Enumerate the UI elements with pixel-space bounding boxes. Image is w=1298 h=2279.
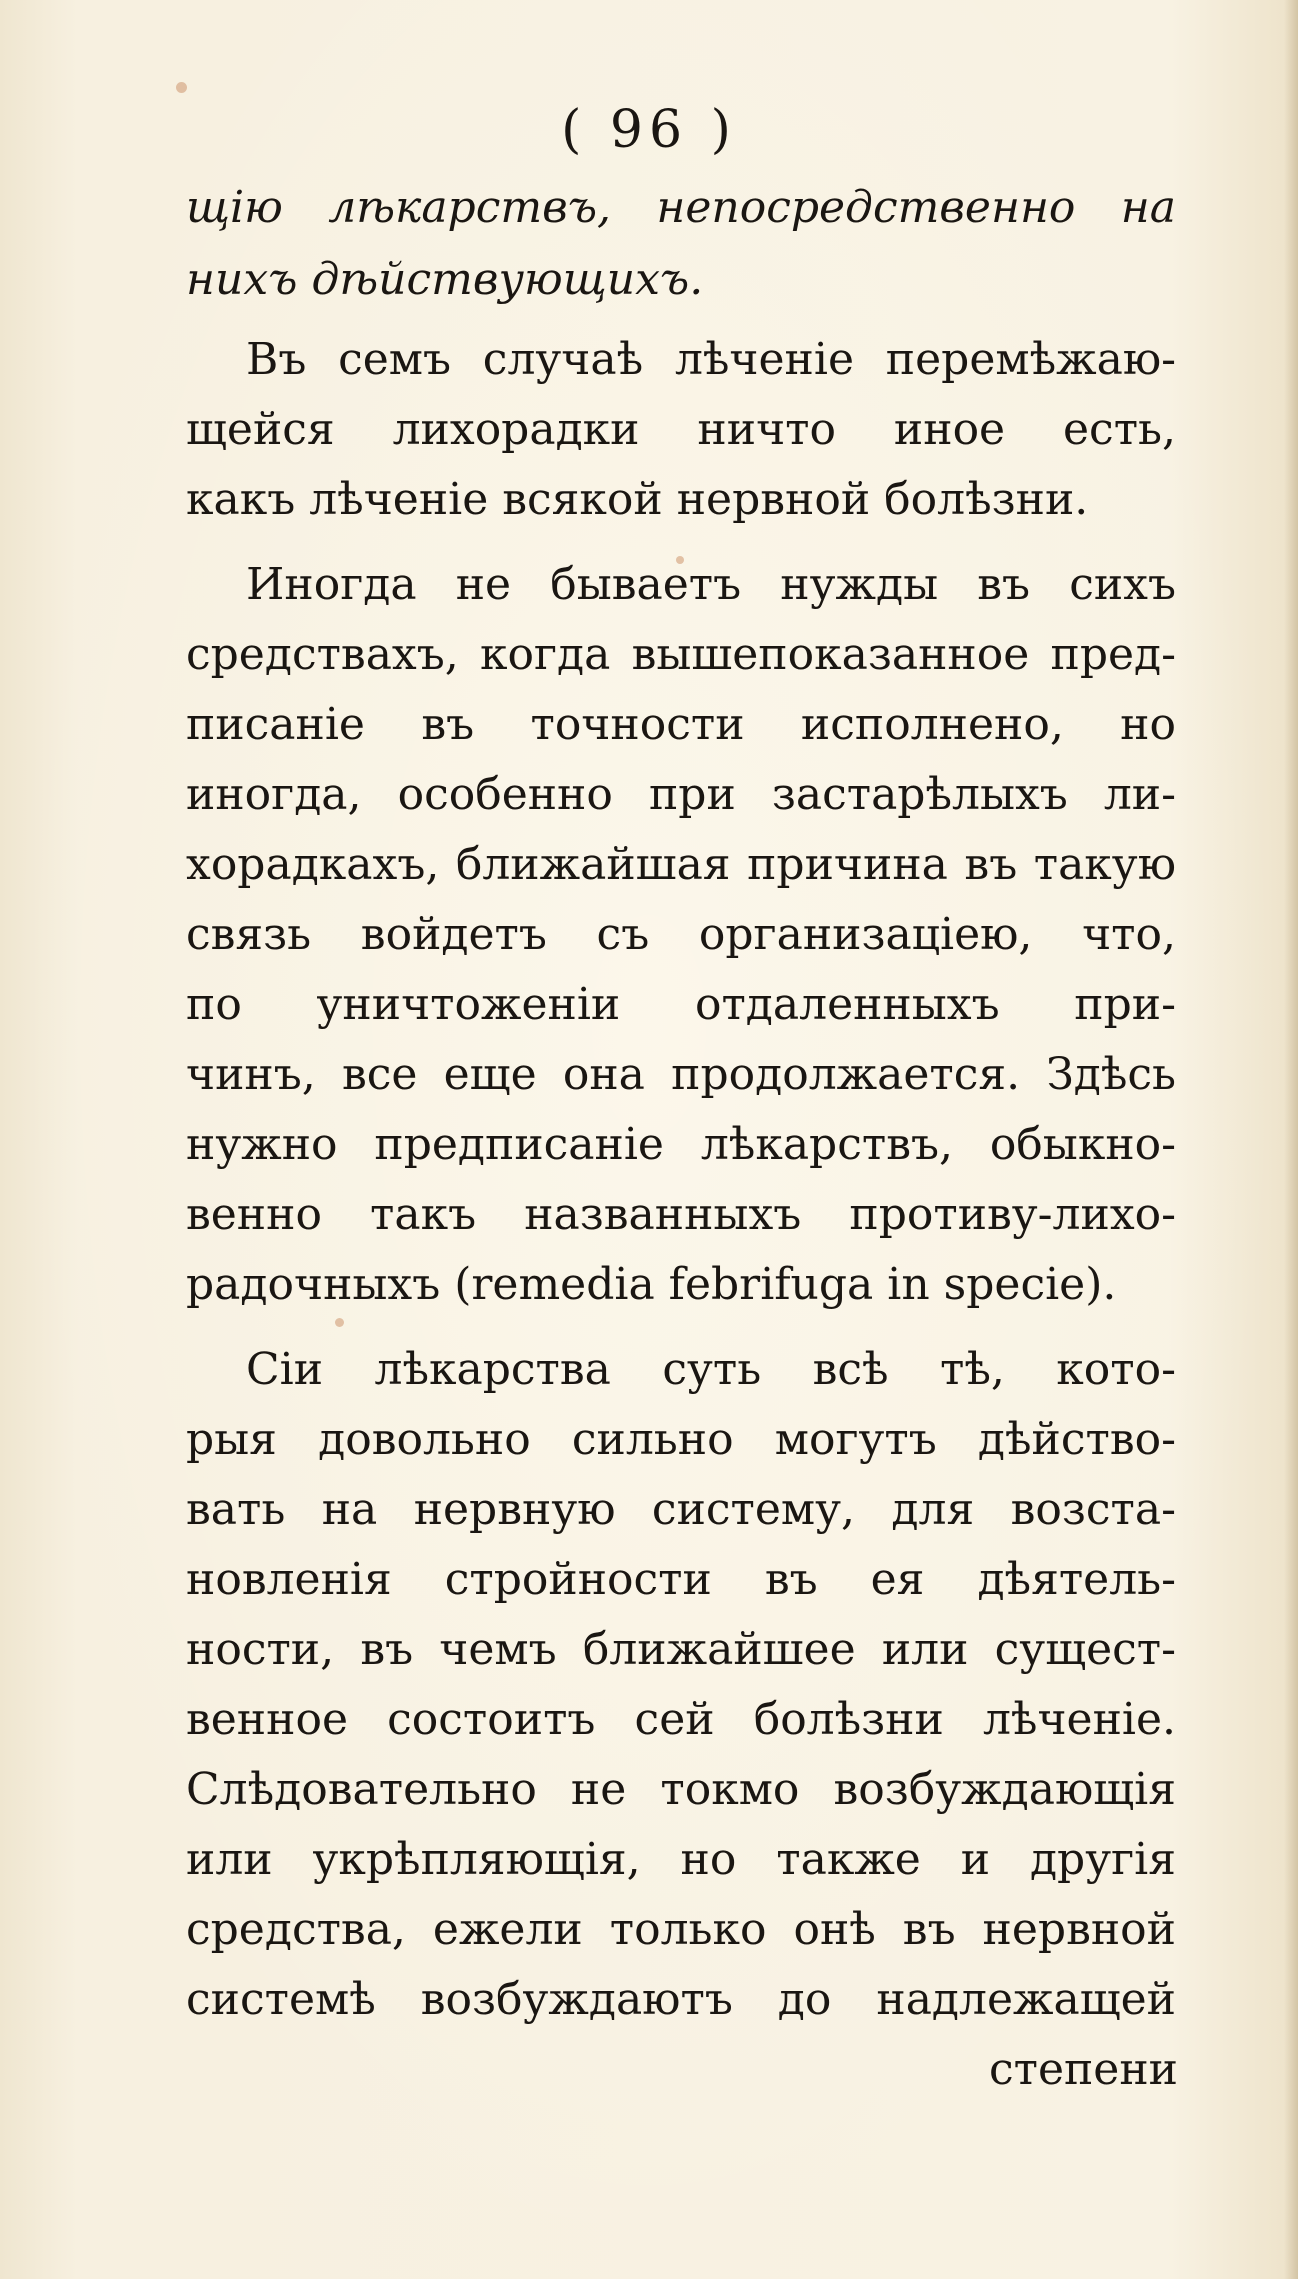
text-line: системѣ возбуждаютъ до надлежащей bbox=[186, 1974, 1176, 2025]
stain-mark bbox=[335, 1318, 344, 1327]
text-line: или укрѣпляющія, но также и другія bbox=[186, 1834, 1176, 1885]
text-line: иногда, особенно при застарѣлыхъ ли- bbox=[186, 769, 1176, 820]
paragraph-start-line: Сіи лѣкарства суть всѣ тѣ, кото- bbox=[246, 1344, 1176, 1395]
text-line: какъ лѣченіе всякой нервной болѣзни. bbox=[186, 474, 1089, 525]
text-line: нужно предписаніе лѣкарствъ, обыкно- bbox=[186, 1119, 1176, 1170]
text-line: рыя довольно сильно могутъ дѣйство- bbox=[186, 1414, 1176, 1465]
text-line: нихъ дѣйствующихъ. bbox=[186, 254, 704, 305]
paragraph-start-line: Въ семъ случаѣ лѣченіе перемѣжаю- bbox=[246, 334, 1176, 385]
text-line: средства, ежели только онѣ въ нервной bbox=[186, 1904, 1176, 1955]
paragraph-start-line: Иногда не бываетъ нужды въ сихъ bbox=[246, 559, 1176, 610]
text-line: щію лѣкарствъ, непосредственно на bbox=[186, 182, 1176, 233]
text-line: писаніе въ точности исполнено, но bbox=[186, 699, 1176, 750]
text-line: хорадкахъ, ближайшая причина въ такую bbox=[186, 839, 1176, 890]
text-line: связь войдетъ съ организаціею, что, bbox=[186, 909, 1176, 960]
page-edge bbox=[1284, 0, 1298, 2279]
text-line: ности, въ чемъ ближайшее или сущест- bbox=[186, 1624, 1176, 1675]
text-line: Слѣдовательно не токмо возбуждающія bbox=[186, 1764, 1176, 1815]
text-line: щейся лихорадки ничто иное есть, bbox=[186, 404, 1176, 455]
text-line: новленія стройности въ ея дѣятель- bbox=[186, 1554, 1176, 1605]
stain-mark bbox=[176, 82, 187, 93]
catchword: степени bbox=[988, 2044, 1178, 2095]
text-line: по уничтоженіи отдаленныхъ при- bbox=[186, 979, 1176, 1030]
text-line: венно такъ названныхъ противу-лихо- bbox=[186, 1189, 1176, 1240]
text-line: средствахъ, когда вышепоказанное пред- bbox=[186, 629, 1176, 680]
text-line: чинъ, все еще она продолжается. Здѣсь bbox=[186, 1049, 1176, 1100]
text-line: вать на нервную систему, для возста- bbox=[186, 1484, 1176, 1535]
text-line: венное состоитъ сей болѣзни лѣченіе. bbox=[186, 1694, 1176, 1745]
text-line: радочныхъ (remedia febrifuga in specie). bbox=[186, 1259, 1117, 1310]
page-number: ( 96 ) bbox=[561, 100, 737, 160]
